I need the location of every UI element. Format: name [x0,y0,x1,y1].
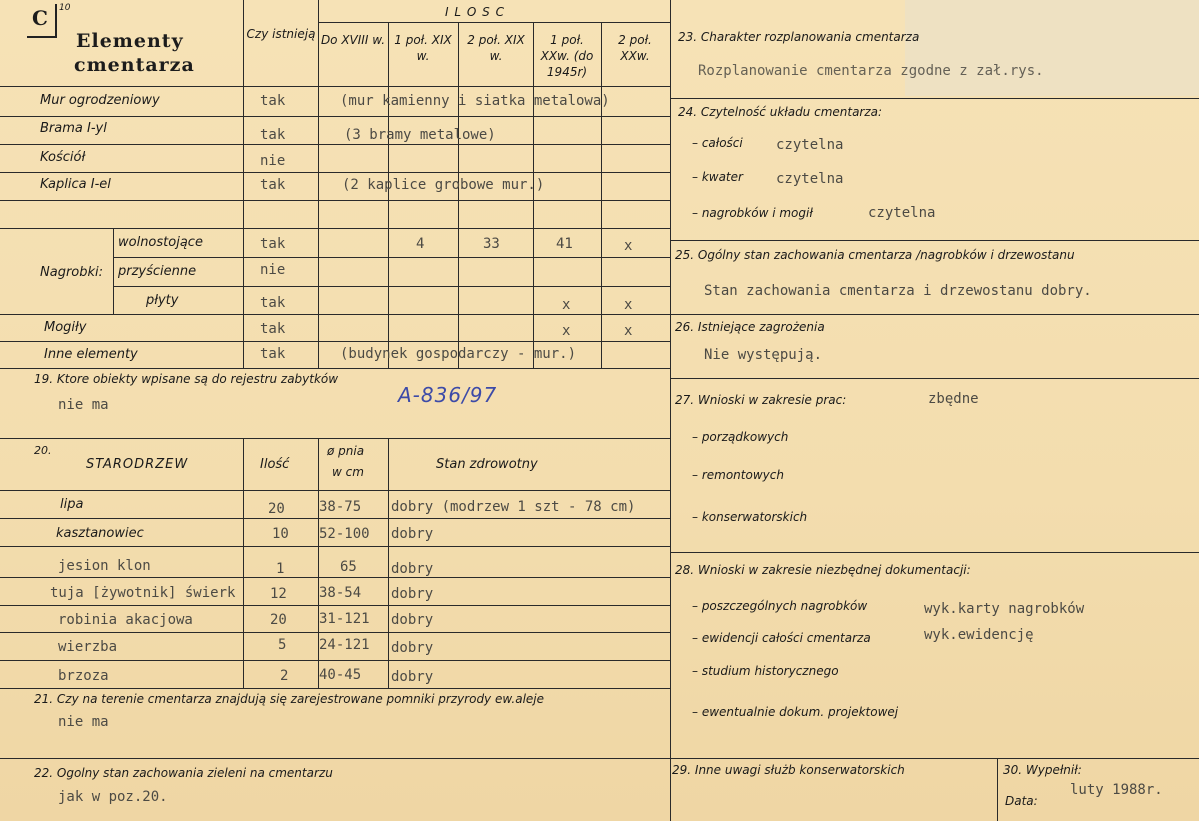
other-elements-exists: tak [260,346,286,362]
q21-label: 21. Czy na terenie cmentarza znajdują się zarejestrowane pomniki przyrody ew.aleje [34,692,545,706]
row-label-gate: Brama I-yl [40,121,107,136]
line [0,546,670,547]
q24-item-label: – nagrobków i mogił [692,206,813,220]
row-label-church: Kościół [40,150,86,165]
q23-value: Rozplanowanie cmentarza zgodne z zał.rys. [698,63,1044,79]
tomb-exists-wall: nie [260,262,286,278]
ilosc-header: I L O S C [445,5,505,19]
registry-number: A-836/97 [398,383,498,407]
q27-item: – konserwatorskich [692,510,808,524]
card-number: 10 [59,3,71,13]
col-exists-header: Czy istnieją [246,27,316,41]
line [0,518,670,519]
line [0,228,670,229]
line [0,660,670,661]
row-exists-wall: tak [260,93,286,109]
line [318,22,670,23]
line [0,632,670,633]
q28-item-value: wyk.karty nagrobków [924,601,1085,617]
line [601,22,602,368]
q24-item-value: czytelna [868,205,936,221]
tree-state: dobry [391,561,434,577]
graves-xx2: x [624,323,633,339]
card-title-line2: cmentarza [74,54,195,76]
center-divider [670,0,671,821]
tree-count: 1 [276,561,285,577]
graves-exists: tak [260,321,286,337]
line [0,200,670,201]
q24-item-label: – kwater [692,170,743,184]
q28-item-label: – poszczególnych nagrobków [692,599,868,613]
tree-state: dobry [391,526,434,542]
q24-item-value: czytelna [776,137,844,153]
tree-name: lipa [60,497,84,512]
tree-diameter: 24-121 [319,637,370,653]
q25-value: Stan zachowania cmentarza i drzewostanu dobry. [704,283,1092,299]
line [670,240,1199,241]
q26-value: Nie występują. [704,347,823,363]
line [670,552,1199,553]
q20-state-header: Stan zdrowotny [436,457,538,472]
card-title-line1: Elementy [76,30,184,52]
line [0,341,670,342]
q28-label: 28. Wnioski w zakresie niezbędnej dokumentacji: [675,563,971,577]
q27-item: – remontowych [692,468,784,482]
line [670,98,1199,99]
line [0,368,670,369]
graves-label: Mogiły [44,320,87,335]
tomb-xx2-freestanding: x [624,238,633,254]
line [113,228,114,314]
line [0,144,670,145]
line [113,286,670,287]
line [670,314,1199,315]
q24-label: 24. Czytelność układu cmentarza: [678,105,883,119]
row-note-wall: (mur kamienny i siatka metalowa) [340,93,610,109]
q25-label: 25. Ogólny stan zachowania cmentarza /nagrobków i drzewostanu [675,248,1075,262]
q28-item-value: wyk.ewidencję [924,627,1034,643]
line [458,22,459,368]
tombstones-label: Nagrobki: [40,265,104,280]
row-label-wall: Mur ogrodzeniowy [40,93,160,108]
q27-item: – porządkowych [692,430,789,444]
q24-item-label: – całości [692,136,743,150]
q20-species-header: STARODRZEW [86,457,189,472]
tree-diameter: 52-100 [319,526,370,542]
tree-name: kasztanowiec [56,526,144,541]
col-xix1-header: 1 poł. XIX w. [394,33,452,63]
q29-label: 29. Inne uwagi służb konserwatorskich [672,763,905,777]
tomb-label-freestanding: wolnostojące [118,235,203,250]
tree-state: dobry (modrzew 1 szt - 78 cm) [391,499,636,515]
tree-count: 5 [278,637,287,653]
q21-value: nie ma [58,714,109,730]
line [0,577,670,578]
tree-name: robinia akacjowa [58,612,193,628]
q20-number: 20. [34,444,52,457]
q30-date-value: luty 1988r. [1070,782,1163,798]
tree-diameter: 31-121 [319,611,370,627]
line [0,758,670,759]
q20-count-header: Ilość [260,457,290,472]
line [670,758,1199,759]
line [243,438,244,688]
tomb-xx1-slabs: x [562,297,571,313]
tomb-exists-freestanding: tak [260,236,286,252]
tree-count: 12 [270,586,287,602]
other-elements-note: (budynek gospodarczy - mur.) [340,346,577,362]
tomb-xx2-slabs: x [624,297,633,313]
tree-count: 10 [272,526,289,542]
line [113,257,670,258]
tree-count: 2 [280,668,289,684]
row-exists-gate: tak [260,127,286,143]
tree-diameter: 38-75 [319,499,362,515]
tomb-exists-slabs: tak [260,295,286,311]
q22-label: 22. Ogolny stan zachowania zieleni na cmentarzu [34,766,333,780]
tape-patch [905,0,1199,96]
q28-item-label: – ewidencji całości cmentarza [692,631,871,645]
tree-name: tuja [żywotnik] świerk [50,585,236,601]
tomb-xix1-freestanding: 4 [416,236,425,252]
q23-label: 23. Charakter rozplanowania cmentarza [678,30,920,44]
tomb-label-slabs: płyty [146,293,179,308]
col-xx2-header: 2 poł. XXw. [618,33,652,63]
line [533,22,534,368]
tree-count: 20 [270,612,287,628]
line [0,86,670,87]
q27-label: 27. Wnioski w zakresie prac: [675,393,847,407]
line [0,605,670,606]
row-note-chapel: (2 kaplice grobowe mur.) [342,177,545,193]
line [0,172,670,173]
line [243,0,244,368]
tomb-xx1-freestanding: 41 [556,236,573,252]
line [0,490,670,491]
line [0,688,670,689]
col-xx1-header: 1 poł. XXw. (do 1945r) [540,33,594,79]
tree-state: dobry [391,612,434,628]
line [388,22,389,368]
tree-name: brzoza [58,668,109,684]
line [670,378,1199,379]
line [0,438,670,439]
other-elements-label: Inne elementy [44,347,138,362]
tree-name: jesion klon [58,558,151,574]
q28-item-label: – ewentualnie dokum. projektowej [692,705,899,719]
line [0,116,670,117]
row-exists-church: nie [260,153,286,169]
row-exists-chapel: tak [260,177,286,193]
q30-label: 30. Wypełnił: [1003,763,1082,777]
tree-state: dobry [391,586,434,602]
tree-state: dobry [391,669,434,685]
line [318,0,319,368]
card-letter: C [32,6,49,30]
q27-value: zbędne [928,391,979,407]
tree-count: 20 [268,501,285,517]
row-label-chapel: Kaplica I-el [40,177,111,192]
q24-item-value: czytelna [776,171,844,187]
q28-item-label: – studium historycznego [692,664,839,678]
q19-value: nie ma [58,397,109,413]
q30-date-label: Data: [1005,794,1038,808]
tomb-xix2-freestanding: 33 [483,236,500,252]
tree-diameter: 38-54 [319,585,362,601]
q20-diameter-header-b: w cm [332,465,364,479]
tree-state: dobry [391,640,434,656]
q26-label: 26. Istniejące zagrożenia [675,320,825,334]
col-xviii-header: Do XVIII w. [320,33,386,47]
q19-label: 19. Ktore obiekty wpisane są do rejestru zabytków [34,372,339,386]
tree-name: wierzba [58,639,118,655]
line [997,758,998,821]
line [388,438,389,688]
row-note-gate: (3 bramy metalowe) [344,127,496,143]
q20-diameter-header-a: ø pnia [327,444,365,458]
q22-value: jak w poz.20. [58,789,168,805]
line [0,314,670,315]
col-xix2-header: 2 poł. XIX w. [467,33,525,63]
tree-diameter: 40-45 [319,667,362,683]
tree-diameter: 65 [340,559,357,575]
graves-xx1: x [562,323,571,339]
tomb-label-wall: przyścienne [118,264,197,279]
